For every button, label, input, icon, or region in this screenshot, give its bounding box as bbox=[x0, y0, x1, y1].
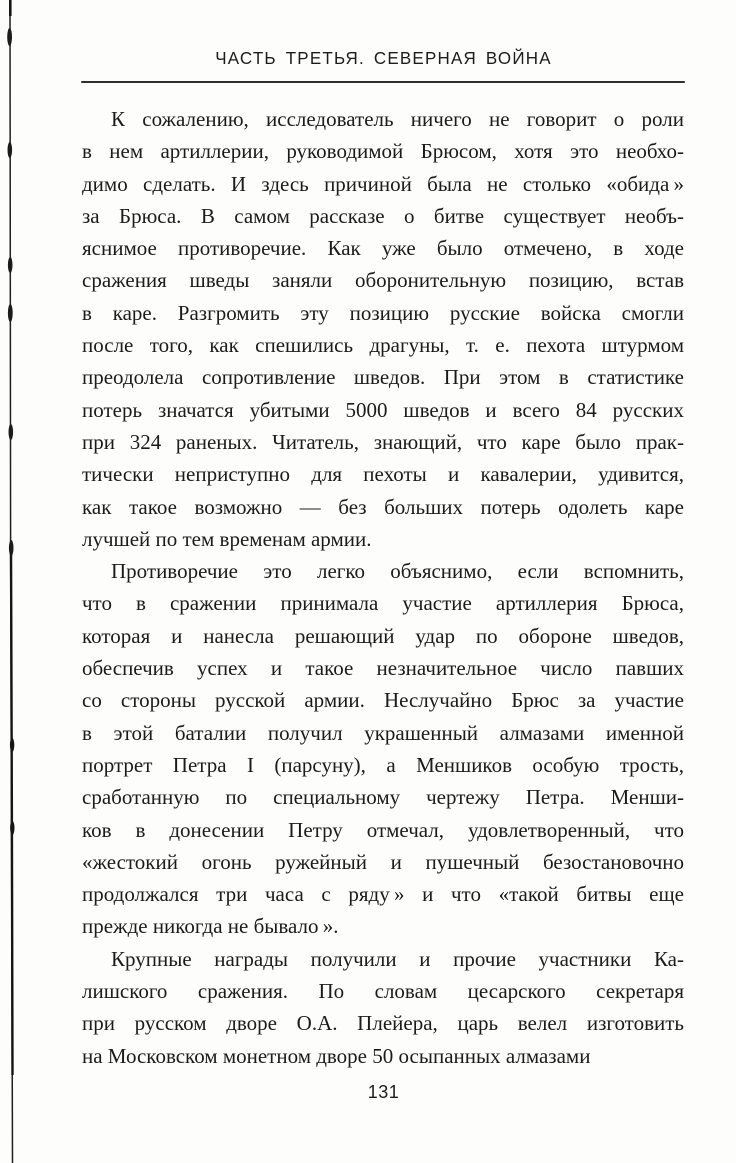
header-rule bbox=[81, 81, 685, 83]
text-line: лишского сражения. По словам цесарского секретаря bbox=[82, 979, 684, 1004]
text-line: прежде никогда не бывало ». bbox=[82, 914, 339, 939]
text-line: портрет Петра I (парсуну), а Меншиков особую трость, bbox=[82, 752, 684, 777]
text-line: что в сражении принимала участие артиллерия Брюса, bbox=[82, 591, 684, 616]
text-line: димо сделать. И здесь причиной была не столько «обида » bbox=[82, 171, 684, 196]
body-text bbox=[82, 103, 684, 1072]
text-line: сработанную по специальному чертежу Петра. Менши- bbox=[82, 785, 684, 810]
text-line: в нем артиллерии, руководимой Брюсом, хотя это необхо- bbox=[82, 139, 684, 164]
text-line: после того, как спешились драгуны, т. е. пехота штурмом bbox=[82, 333, 684, 358]
text-line: Крупные награды получили и прочие участники Ка- bbox=[111, 946, 684, 971]
text-line: преодолела сопротивление шведов. При этом в статистике bbox=[82, 365, 684, 390]
text-line: тически неприступно для пехоты и кавалерии, удивится, bbox=[82, 462, 684, 487]
text-line: обеспечив успех и такое незначительное число павших bbox=[82, 656, 684, 681]
text-line: продолжался три часа с ряду » и что «такой битвы еще bbox=[82, 882, 684, 907]
text-line: в каре. Разгромить эту позицию русские войска смогли bbox=[82, 300, 684, 325]
running-header: ЧАСТЬ ТРЕТЬЯ. СЕВЕРНАЯ ВОЙНА bbox=[215, 48, 552, 69]
text-line: в этой баталии получил украшенный алмазами именной bbox=[82, 720, 684, 745]
text-line: лучшей по тем временам армии. bbox=[82, 526, 372, 551]
page-edge-artifact bbox=[0, 0, 26, 1163]
text-line: «жестокий огонь ружейный и пушечный безостановочно bbox=[82, 849, 684, 874]
text-line: сражения шведы заняли оборонительную позицию, встав bbox=[82, 268, 684, 293]
text-line: как такое возможно — без больших потерь одолеть каре bbox=[82, 494, 684, 519]
text-line: со стороны русской армии. Неслучайно Брюс за участие bbox=[82, 688, 684, 713]
page-number: 131 bbox=[367, 1082, 400, 1102]
text-line: К сожалению, исследователь ничего не говорит о роли bbox=[111, 107, 684, 131]
text-line: за Брюса. В самом рассказе о битве существует необъ- bbox=[82, 203, 684, 228]
text-line: Противоречие это легко объяснимо, если вспомнить, bbox=[111, 559, 684, 584]
text-line: при 324 раненых. Читатель, знающий, что каре было прак- bbox=[82, 429, 684, 454]
text-line: на Московском монетном дворе 50 осыпанных алмазами bbox=[82, 1043, 591, 1068]
text-line: потерь значатся убитыми 5000 шведов и всего 84 русских bbox=[82, 397, 684, 422]
text-line: ков в донесении Петру отмечал, удовлетворенный, что bbox=[82, 817, 684, 842]
text-line: которая и нанесла решающий удар по обороне шведов, bbox=[82, 623, 684, 648]
text-line: при русском дворе О.А. Плейера, царь велел изготовить bbox=[82, 1011, 684, 1036]
text-line: яснимое противоречие. Как уже было отмечено, в ходе bbox=[82, 236, 684, 261]
